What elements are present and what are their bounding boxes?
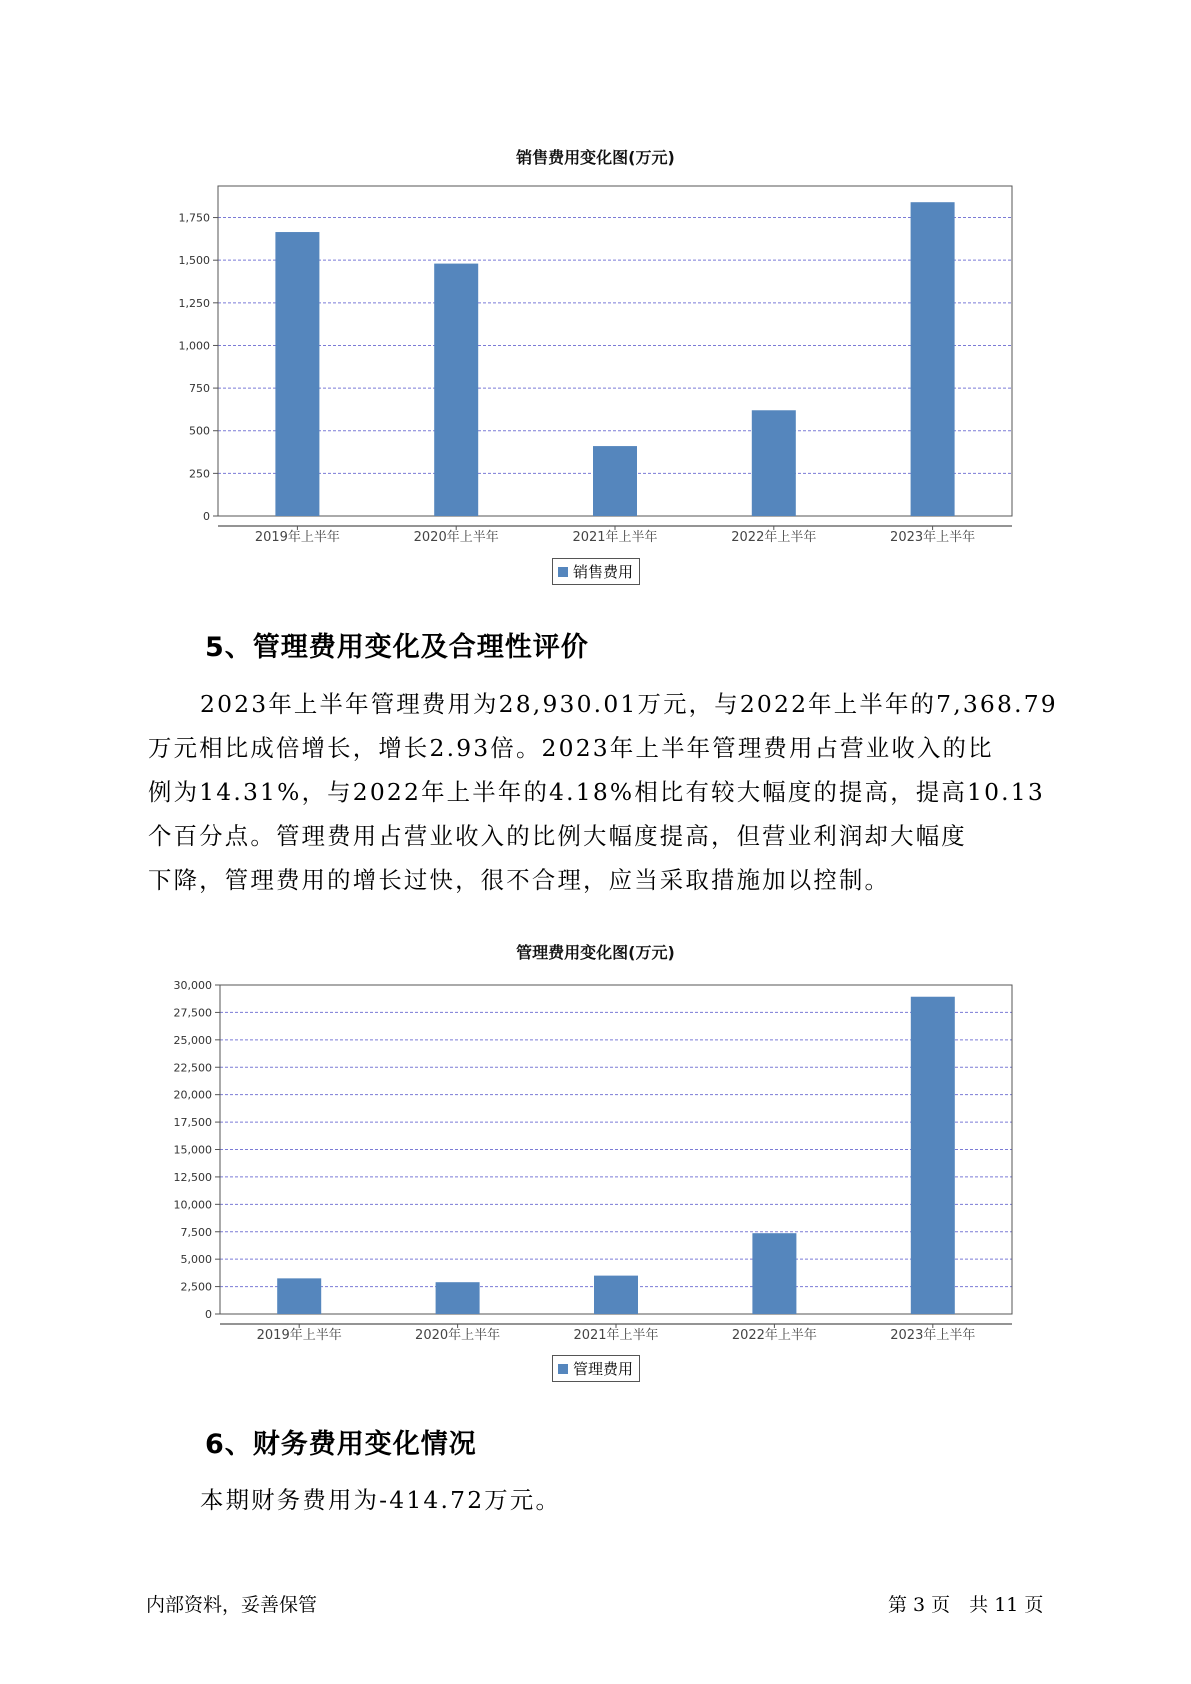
x-tick-label: 2021年上半年	[572, 530, 658, 545]
bar	[436, 1282, 480, 1314]
y-tick-label: 0	[203, 510, 210, 523]
y-tick-label: 30,000	[173, 979, 212, 992]
section-6-text: 本期财务费用为-414.72万元。	[200, 1486, 562, 1514]
section-6-heading: 6、财务费用变化情况	[205, 1429, 477, 1460]
y-tick-label: 250	[189, 467, 210, 481]
x-tick-label: 2019年上半年	[254, 530, 340, 545]
section-5-line-5: 下降，管理费用的增长过快，很不合理，应当采取措施加以控制。	[148, 866, 891, 894]
y-tick-label: 1,000	[178, 339, 210, 353]
x-tick-label: 2023年上半年	[890, 530, 976, 545]
y-tick-label: 2,500	[180, 1280, 212, 1294]
section-5-line-4: 个百分点。管理费用占营业收入的比例大幅度提高，但营业利润却大幅度	[148, 822, 967, 850]
x-tick-label: 2022年上半年	[731, 1328, 817, 1343]
y-tick-label: 22,500	[173, 1061, 212, 1075]
y-tick-label: 500	[189, 424, 210, 438]
x-tick-label: 2019年上半年	[256, 1328, 342, 1343]
x-tick-label: 2023年上半年	[890, 1328, 976, 1343]
bar	[277, 1278, 321, 1314]
chart-title-sales: 销售费用变化图(万元)	[516, 148, 675, 167]
footer-page-number: 第 3 页 共 11 页	[888, 1594, 1044, 1616]
y-tick-label: 7,500	[180, 1225, 212, 1239]
y-tick-label: 12,500	[173, 1170, 212, 1184]
y-tick-label: 750	[189, 382, 210, 396]
y-tick-label: 1,750	[178, 211, 210, 225]
y-tick-label: 17,500	[173, 1116, 212, 1130]
y-tick-label: 1,500	[178, 254, 210, 268]
section-5-heading: 5、管理费用变化及合理性评价	[205, 632, 589, 663]
y-tick-label: 0	[205, 1308, 212, 1321]
y-tick-label: 25,000	[173, 1033, 212, 1047]
bar	[911, 997, 955, 1314]
y-tick-label: 20,000	[173, 1088, 212, 1102]
y-tick-label: 1,250	[178, 296, 210, 310]
chart-legend-admin	[552, 1355, 640, 1382]
bar	[594, 1276, 638, 1314]
y-tick-label: 27,500	[173, 1006, 212, 1020]
bar	[752, 1233, 796, 1314]
chart-title-admin: 管理费用变化图(万元)	[516, 943, 675, 962]
legend-swatch-icon	[558, 1364, 568, 1374]
x-tick-label: 2021年上半年	[573, 1328, 659, 1343]
y-tick-label: 15,000	[173, 1143, 212, 1157]
footer-confidential: 内部资料，妥善保管	[146, 1594, 318, 1616]
legend-label: 管理费用	[573, 1360, 634, 1378]
section-5-line-3: 例为14.31%，与2022年上半年的4.18%相比有较大幅度的提高，提高10.13	[148, 778, 1045, 806]
section-5-line-1: 2023年上半年管理费用为28,930.01万元，与2022年上半年的7,368.79	[200, 690, 1058, 718]
x-tick-label: 2020年上半年	[415, 1328, 501, 1343]
y-tick-label: 10,000	[173, 1198, 212, 1212]
legend-label: 销售费用	[573, 563, 634, 581]
x-tick-label: 2022年上半年	[731, 530, 817, 545]
x-tick-label: 2020年上半年	[413, 530, 499, 545]
y-tick-label: 5,000	[180, 1253, 212, 1267]
section-5-line-2: 万元相比成倍增长，增长2.93倍。2023年上半年管理费用占营业收入的比	[148, 734, 994, 762]
